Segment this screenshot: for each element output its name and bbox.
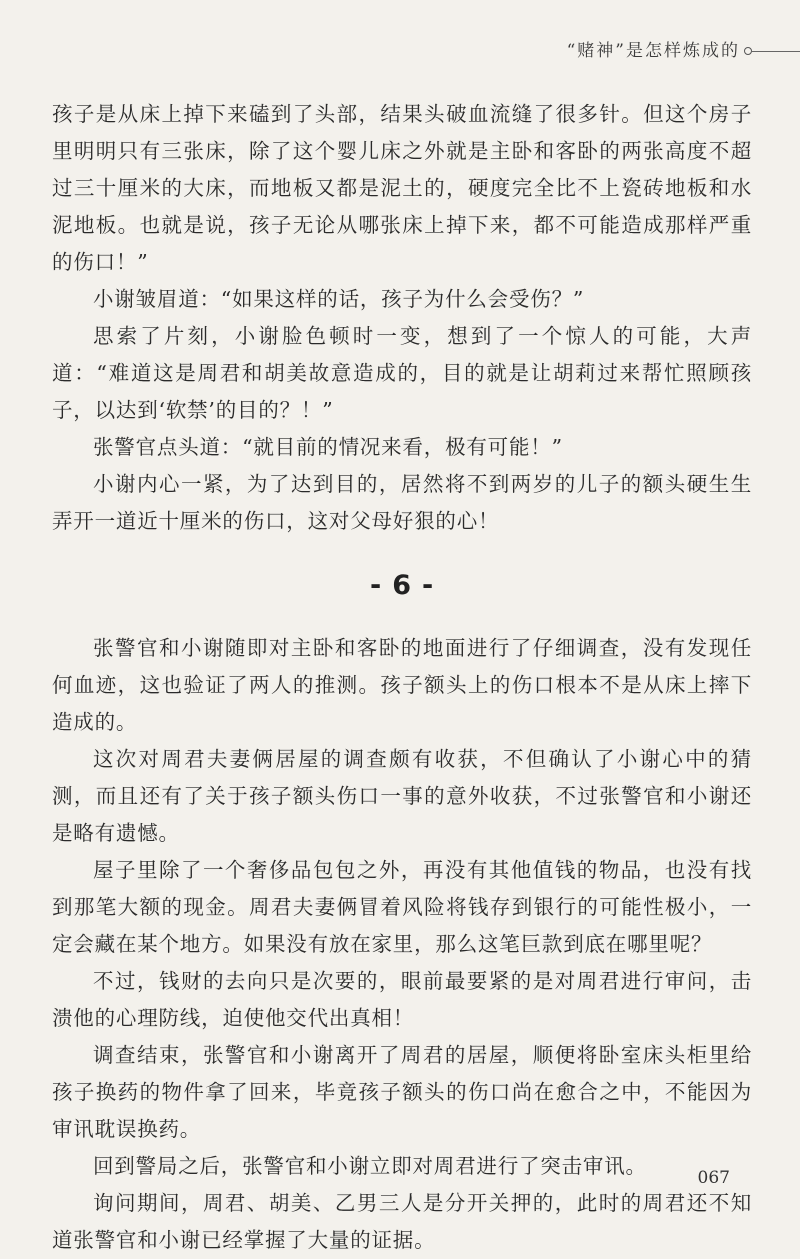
- paragraph: 不过，钱财的去向只是次要的，眼前最要紧的是对周君进行审问，击溃他的心理防线，迫使他交代出真相！: [52, 969, 752, 1030]
- body-text: [52, 96, 752, 1259]
- paragraph: 这次对周君夫妻俩居屋的调查颇有收获，不但确认了小谢心中的猜测，而且还有了关于孩子额头伤口一事的意外收获，不过张警官和小谢还是略有遗憾。: [52, 747, 752, 845]
- running-title: “赌神”是怎样炼成的: [566, 41, 740, 61]
- paragraph: 回到警局之后，张警官和小谢立即对周君进行了突击审讯。: [93, 1154, 647, 1178]
- paragraph: 小谢内心一紧，为了达到目的，居然将不到两岁的儿子的额头硬生生弄开一道近十厘米的伤口，这对父母好狠的心！: [52, 472, 752, 533]
- header-ornament-dot: [744, 47, 752, 55]
- chapter-marker: - 6 -: [370, 570, 434, 601]
- header-rule: [752, 51, 800, 52]
- running-header: [0, 26, 800, 66]
- paragraph: 调查结束，张警官和小谢离开了周君的居屋，顺便将卧室床头柜里给孩子换药的物件拿了回来，毕竟孩子额头的伤口尚在愈合之中，不能因为审讯耽误换药。: [52, 1043, 752, 1141]
- page-number: 067: [697, 1168, 730, 1188]
- paragraph: 思索了片刻，小谢脸色顿时一变，想到了一个惊人的可能，大声道：“难道这是周君和胡美故意造成的，目的就是让胡莉过来帮忙照顾孩子，以达到‘软禁’的目的？！”: [52, 324, 752, 422]
- paragraph: 张警官和小谢随即对主卧和客卧的地面进行了仔细调查，没有发现任何血迹，这也验证了两人的推测。孩子额头上的伤口根本不是从床上摔下造成的。: [52, 636, 752, 734]
- paragraph: 张警官点头道：“就目前的情况来看，极有可能！”: [93, 435, 563, 459]
- paragraph: 询问期间，周君、胡美、乙男三人是分开关押的，此时的周君还不知道张警官和小谢已经掌握了大量的证据。: [52, 1191, 752, 1252]
- paragraph: 小谢皱眉道：“如果这样的话，孩子为什么会受伤？”: [93, 287, 585, 311]
- paragraph: 孩子是从床上掉下来磕到了头部，结果头破血流缝了很多针。但这个房子里明明只有三张床，除了这个婴儿床之外就是主卧和客卧的两张高度不超过三十厘米的大床，而地板又都是泥土的，硬度完全比不上瓷砖地板和水泥地板。也就是说，孩子无论从哪张床上掉下来，都不可能造成那样严重的伤口！”: [52, 102, 752, 274]
- paragraph: 屋子里除了一个奢侈品包包之外，再没有其他值钱的物品，也没有找到那笔大额的现金。周君夫妻俩冒着风险将钱存到银行的可能性极小，一定会藏在某个地方。如果没有放在家里，那么这笔巨款到底在哪里呢？: [52, 858, 752, 956]
